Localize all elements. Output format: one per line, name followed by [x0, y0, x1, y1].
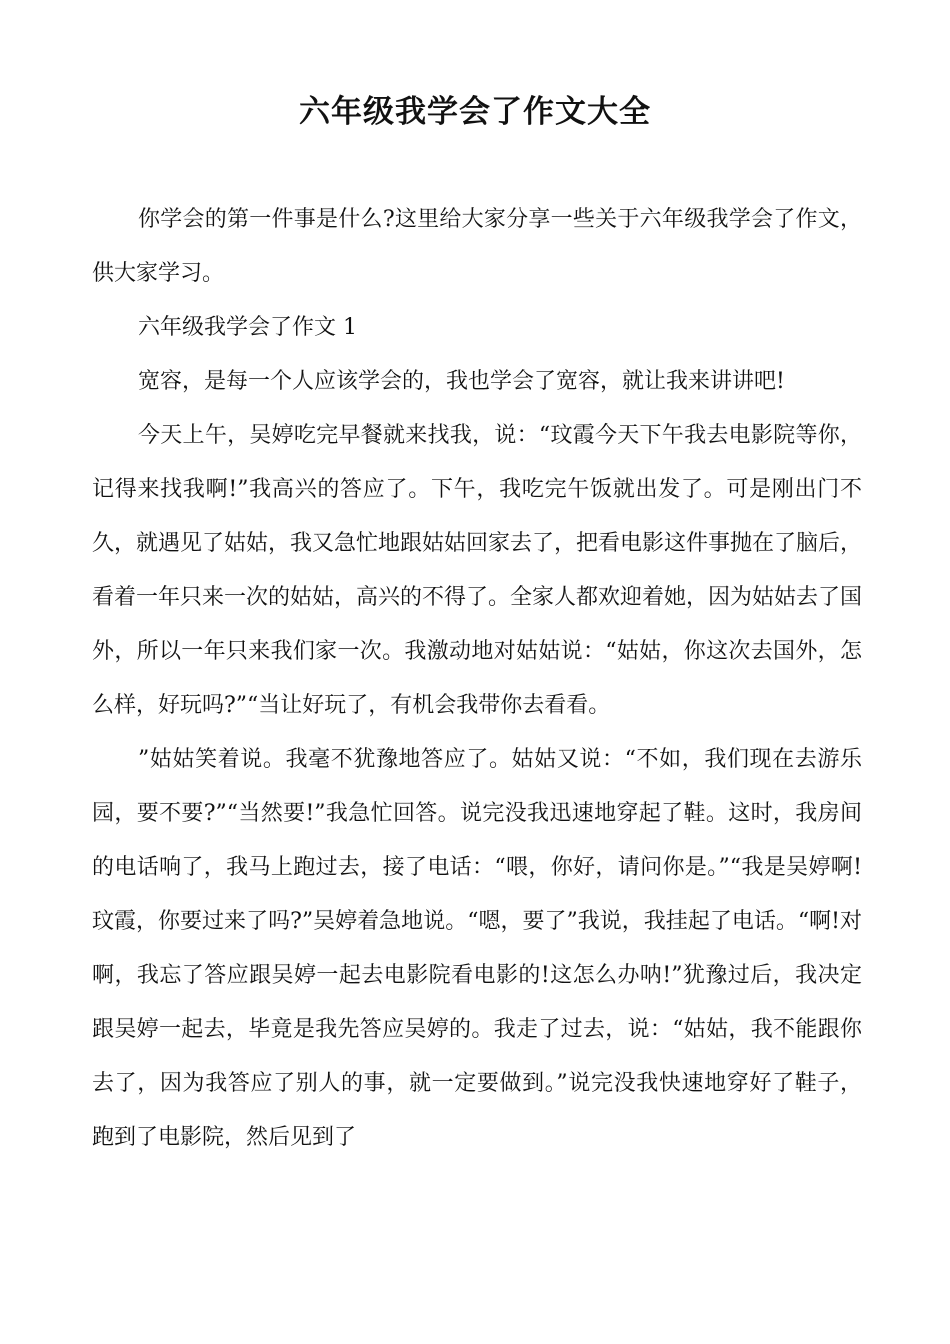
intro-paragraph: 你学会的第一件事是什么?这里给大家分享一些关于六年级我学会了作文，供大家学习。 [92, 207, 862, 286]
body-paragraph: ”姑姑笑着说。我毫不犹豫地答应了。姑姑又说：“不如，我们现在去游乐园，要不要?”“当然要!”我急忙回答。说完没我迅速地穿起了鞋。这时，我房间的电话响了，我马上跑过去，接了电话：“喂，你好，请问你是。”“我是吴婷啊!玟霞，你要过来了吗?”吴婷着急地说。“嗯，要了”我说，我挂起了电话。“啊!对啊，我忘了答应跟吴婷一起去电影院看电影的!这怎么办呐!”犹豫过后，我决定跟吴婷一起去，毕竟是我先答应吴婷的。我走了过去，说：“姑姑，我不能跟你去了，因为我答应了别人的事，就一定要做到。”说完没我快速地穿好了鞋子，跑到了电影院，然后见到了 [92, 747, 862, 1150]
document-title: 六年级我学会了作文大全 [299, 94, 651, 130]
document-body [92, 193, 862, 1165]
essay-heading: 六年级我学会了作文 1 [138, 315, 357, 340]
body-paragraph: 今天上午，吴婷吃完早餐就来找我，说：“玟霞今天下午我去电影院等你，记得来找我啊!”我高兴的答应了。下午，我吃完午饭就出发了。可是刚出门不久，就遇见了姑姑，我又急忙地跟姑姑回家去了，把看电影这件事抛在了脑后，看着一年只来一次的姑姑，高兴的不得了。全家人都欢迎着她，因为姑姑去了国外，所以一年只来我们家一次。我激动地对姑姑说：“姑姑，你这次去国外，怎么样，好玩吗?”“当让好玩了，有机会我带你去看看。 [92, 423, 863, 718]
body-paragraph: 宽容，是每一个人应该学会的，我也学会了宽容，就让我来讲讲吧! [138, 369, 785, 394]
